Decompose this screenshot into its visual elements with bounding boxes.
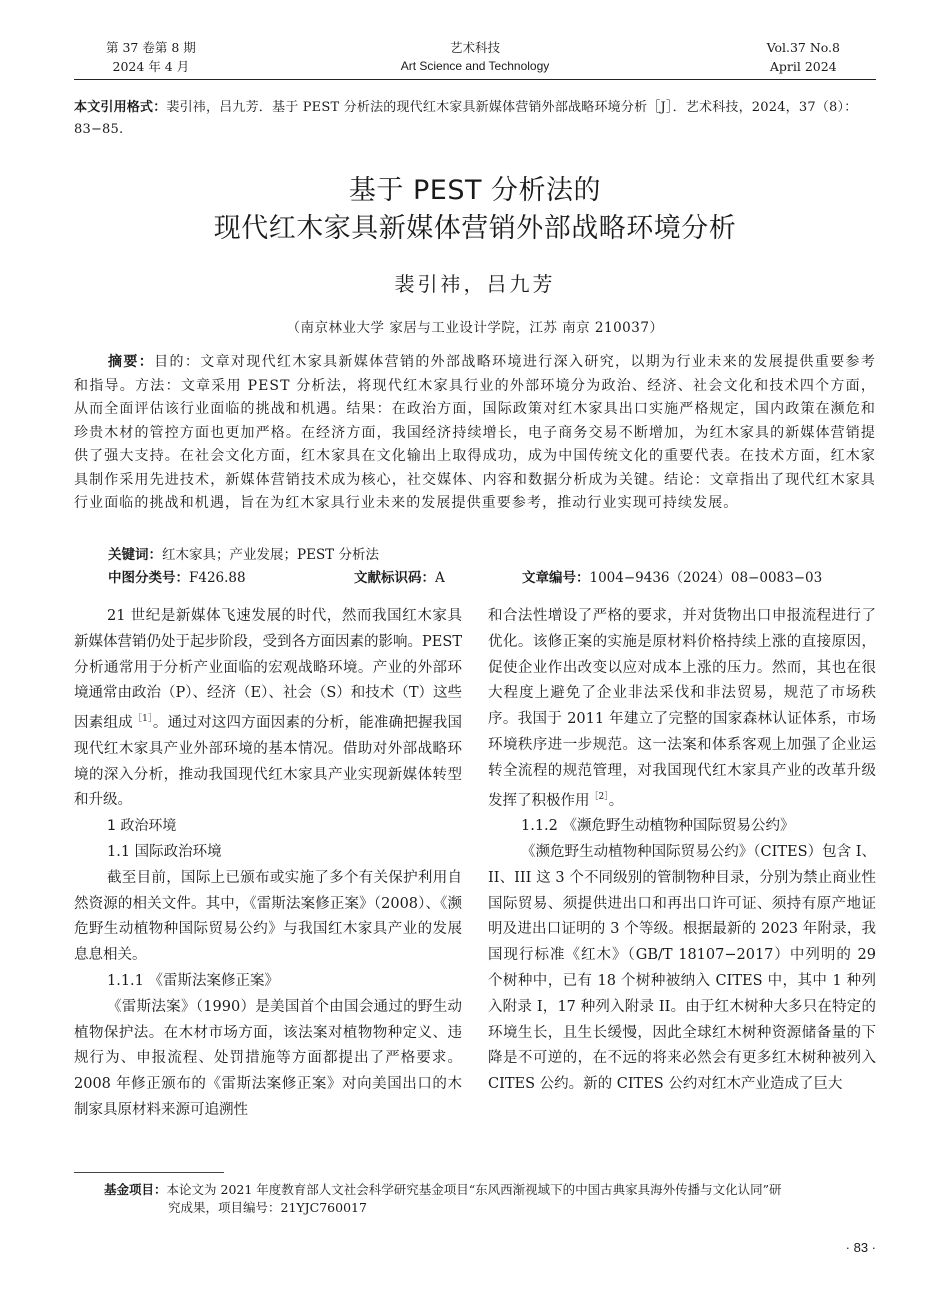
section-heading: 1 政治环境 (107, 818, 177, 835)
header-journal (74, 38, 876, 76)
header-month-year: April 2024 (769, 59, 837, 74)
footnote-text: 本论文为 2021 年度教育部人文社会科学研究基金项目“东风西渐视域下的中国古典家具海外传播与文化认同”研 (166, 1182, 782, 1197)
funding-footnote (104, 1181, 876, 1217)
subsection-heading: 1.1 国际政治环境 (107, 844, 222, 860)
abstract-label: 摘要： (108, 354, 155, 370)
keywords-text: 红木家具；产业发展；PEST 分析法 (162, 547, 379, 563)
keywords-label: 关键词： (108, 547, 162, 563)
header-volume: 第 37 卷第 8 期 (106, 40, 196, 55)
body-column-left (74, 604, 462, 1124)
header-journal-en: Art Science and Technology (400, 59, 550, 73)
citation-format (74, 97, 876, 141)
paragraph (488, 604, 876, 814)
header-date: 2024 年 4 月 (112, 59, 190, 74)
subsubsection-heading: 1.1.1 《雷斯法案修正案》 (107, 972, 280, 989)
clc-label: 中图分类号： (108, 570, 189, 586)
clc-value: F426.88 (189, 570, 246, 586)
body-column-right (488, 604, 876, 1098)
title-line-1: 基于 PEST 分析法的 (348, 175, 602, 206)
citation-text: 裴引祎，吕九芳．基于 PEST 分析法的现代红木家具新媒体营销外部战略环境分析［J］．艺术科技，2024，37（8）：83−85. (74, 100, 858, 137)
article-number-label: 文章编号： (522, 570, 590, 586)
keywords (74, 544, 876, 567)
paragraph: 《濒危野生动植物种国际贸易公约》（CITES）包含 I、II、III 这 3 个不同级别的管制物种目录，分别为禁止商业性国际贸易、须提供进出口和再出口许可证、须持有原产地证明及进出口证明的 3 个等级。根据最新的 2023 年附录，我国现行标准《红木》（GB/T 18107−2017）中列明的 29 个树种中，已有 18 个树种被纳入 CITES 中，其中 1 种列入附录 I，17 种列入附录 II。由于红木树种大多只在特定的环境生长，且生长缓慢，因此全球红木树种资源储备量的下降是不可逆的，在不远的将来必然会有更多红木树种被列入 CITES 公约。新的 CITES 公约对红木产业造成了巨大 (488, 844, 876, 1093)
article-number-value: 1004−9436（2024）08−0083−03 (589, 570, 823, 586)
header-divider (74, 79, 876, 80)
paragraph-text: 。通过对这四方面因素的分析，能准确把握我国现代红木家具产业外部环境的基本情况。借助对外部战略环境的深入分析，推动我国现代红木家具产业实现新媒体转型和升级。 (74, 715, 463, 809)
footnote-label: 基金项目： (104, 1182, 167, 1197)
paragraph: 《雷斯法案》（1990）是美国首个由国会通过的野生动植物保护法。在木材市场方面，该法案对植物物种定义、违规行为、申报流程、处罚措施等方面都提出了严格要求。2008 年修正颁布的《雷斯法案修正案》对向美国出口的木制家具原材料来源可追溯性 (74, 998, 462, 1118)
affiliation: （南京林业大学 家居与工业设计学院，江苏 南京 210037） (286, 320, 664, 336)
paragraph (74, 604, 462, 814)
paragraph-text: 21 世纪是新媒体飞速发展的时代，然而我国红木家具新媒体营销仍处于起步阶段，受到各方面因素的影响。PEST 分析通常用于分析产业面临的宏观战略环境。产业的外部环境通常由政治（P）、经济（E）、社会（S）和技术（T）这些因素组成 (74, 608, 462, 732)
paragraph: 截至目前，国际上已颁布或实施了多个有关保护利用自然资源的相关文件。其中，《雷斯法案修正案》（2008）、《濒危野生动植物种国际贸易公约》与我国红木家具产业的发展息息相关。 (74, 869, 462, 964)
document-code (354, 567, 445, 590)
header-journal-cn: 艺术科技 (449, 40, 500, 55)
footnote-text-cont: 究成果，项目编号：21YJC760017 (168, 1200, 367, 1215)
article-number (522, 567, 822, 590)
title-line-2: 现代红木家具新媒体营销外部战略环境分析 (213, 213, 737, 244)
article-title (74, 172, 876, 248)
header-vol-no: Vol.37 No.8 (766, 40, 840, 55)
abstract (74, 351, 876, 516)
header-vol-en (767, 38, 840, 76)
abstract-text: 目的：文章对现代红木家具新媒体营销的外部战略环境进行深入研究，以期为行业未来的发展提供重要参考和指导。方法：文章采用 PEST 分析法，将现代红木家具行业的外部环境分为政治、经济、社会文化和技术四个方面，从而全面评估该行业面临的挑战和机遇。结果：在政治方面，国际政策对红木家具出口实施严格规定，国内政策在濒危和珍贵木材的管控方面也更加严格。在经济方面，我国经济持续增长，电子商务交易不断增加，为红木家具的新媒体营销提供了强大支持。在社会文化方面，红木家具在文化输出上取得成功，成为中国传统文化的重要代表。在技术方面，红木家具制作采用先进技术，新媒体营销技术成为核心，社交媒体、内容和数据分析成为关键。结论：文章指出了现代红木家具行业面临的挑战和机遇，旨在为红木家具行业未来的发展提供重要参考，推动行业实现可持续发展。 (74, 354, 876, 511)
reference-marker: ［2］ (589, 791, 609, 802)
reference-marker: ［1］ (132, 714, 153, 725)
page-number: · 83 · (845, 1240, 876, 1255)
citation-label: 本文引用格式： (74, 100, 167, 115)
authors: 裴引祎，吕九芳 (394, 272, 556, 296)
doc-code-value: A (435, 570, 445, 586)
doc-code-label: 文献标识码： (354, 570, 435, 586)
running-header (74, 38, 876, 78)
subsubsection-heading: 1.1.2 《濒危野生动植物种国际贸易公约》 (521, 818, 795, 835)
footnote-divider (74, 1172, 224, 1173)
paragraph-text: 。 (608, 792, 624, 809)
clc-number (108, 567, 246, 590)
paragraph-text: 和合法性增设了严格的要求，并对货物出口申报流程进行了优化。该修正案的实施是原材料价格持续上涨的直接原因，促使企业作出改变以应对成本上涨的压力。然而，其也在很大程度上避免了企业非法采伐和非法贸易，规范了市场秩序。我国于 2011 年建立了完整的国家森林认证体系，市场环境秩序进一步规范。这一法案和体系客观上加强了企业运转全流程的规范管理，对我国现代红木家具产业的改革升级发挥了积极作用 (488, 608, 876, 809)
